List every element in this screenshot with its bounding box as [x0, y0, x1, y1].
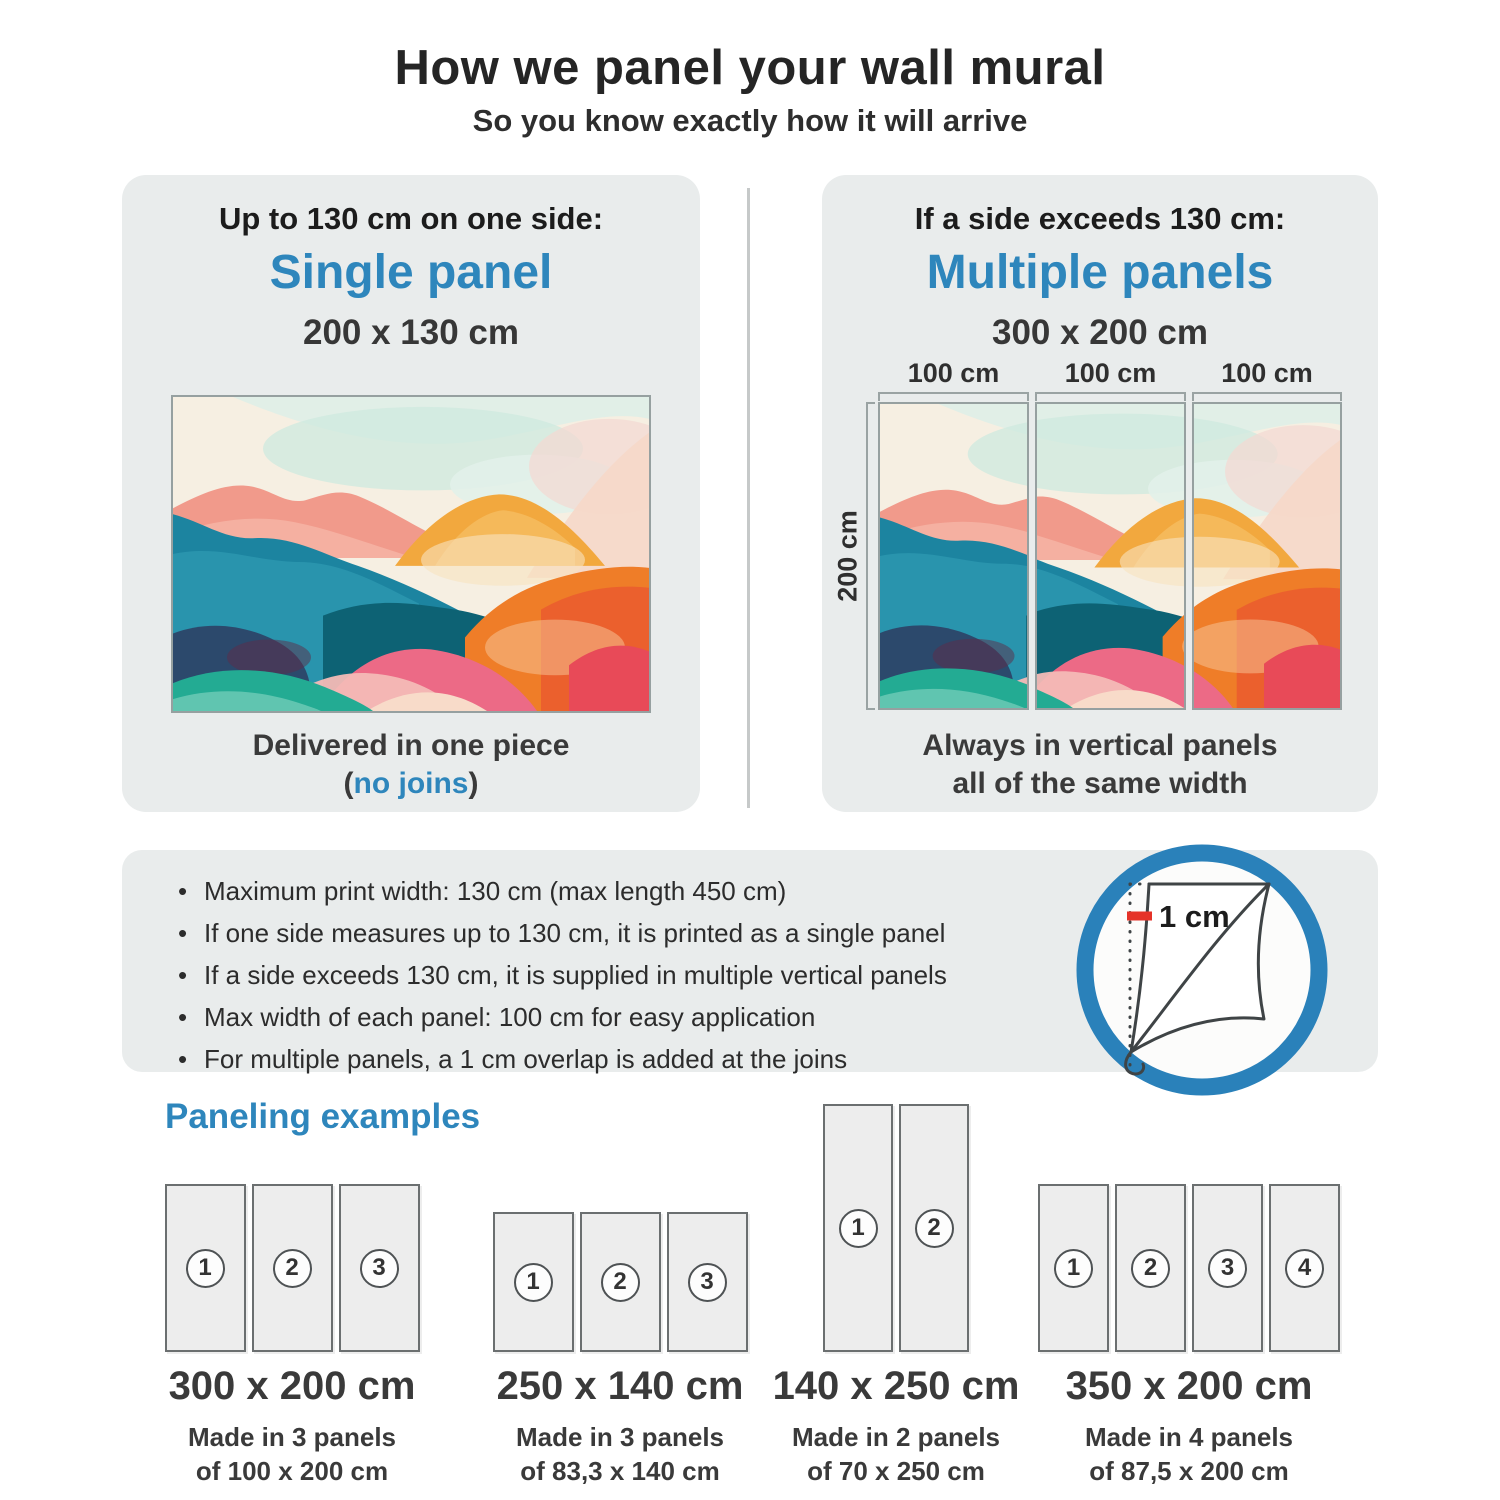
width-label-3: 100 cm — [1221, 358, 1313, 388]
panel-number-badge: 2 — [273, 1249, 312, 1288]
paneling-example-140x250 — [760, 1102, 1032, 1492]
mural-artwork-slice-3 — [1192, 404, 1342, 708]
panel-width-labels — [878, 358, 1342, 389]
rule-item — [178, 960, 947, 1002]
example-panel — [823, 1104, 893, 1352]
bullet-dot-icon: • — [178, 876, 188, 906]
example-size: 300 x 200 cm — [168, 1364, 416, 1408]
example-panel — [1269, 1184, 1340, 1352]
multiple-panels-heading: Multiple panels — [926, 246, 1274, 299]
multiple-panels-caption — [822, 727, 1378, 803]
mural-panel-2 — [1035, 402, 1186, 710]
bullet-dot-icon: • — [178, 1002, 188, 1032]
rule-text: If one side measures up to 130 cm, it is printed as a single panel — [204, 918, 946, 948]
example-panels — [1030, 1102, 1348, 1352]
width-dimension-lines — [878, 392, 1342, 401]
height-dimension-line — [866, 402, 875, 710]
rule-item — [178, 1044, 947, 1086]
width-label-1: 100 cm — [907, 358, 1000, 388]
panel-number-badge: 1 — [839, 1209, 878, 1248]
example-panel — [580, 1212, 661, 1352]
example-panel — [493, 1212, 574, 1352]
page-curl-overlap-icon — [1068, 836, 1336, 1104]
example-panels — [150, 1102, 434, 1352]
paneling-example-350x200 — [1030, 1102, 1348, 1492]
example-panels — [760, 1102, 1032, 1352]
panel-number-badge: 2 — [601, 1263, 640, 1302]
example-desc-line2: of 100 x 200 cm — [195, 1456, 389, 1486]
multiple-panels-card — [822, 175, 1378, 812]
panel-number-badge: 1 — [514, 1263, 553, 1302]
example-panel — [899, 1104, 969, 1352]
single-panel-heading: Single panel — [269, 246, 553, 299]
rule-text: If a side exceeds 130 cm, it is supplied in multiple vertical panels — [204, 960, 947, 990]
page-subtitle: So you know exactly how it will arrive — [472, 103, 1028, 138]
example-panels — [478, 1102, 762, 1352]
single-panel-caption — [122, 727, 700, 803]
rules-bullet-list — [178, 876, 947, 1086]
example-desc-line2: of 70 x 250 cm — [807, 1456, 985, 1486]
no-joins-text: no joins — [353, 767, 469, 800]
overlap-diagram-badge — [1068, 836, 1336, 1104]
multi-caption-line1: Always in vertical panels — [922, 729, 1278, 762]
bullet-dot-icon: • — [178, 918, 188, 948]
example-panel — [252, 1184, 333, 1352]
panel-number-badge: 1 — [1054, 1249, 1093, 1288]
example-panel — [1192, 1184, 1263, 1352]
multi-panel-mural-image — [878, 402, 1342, 710]
single-panel-size: 200 x 130 cm — [302, 313, 519, 352]
panel-number-badge: 3 — [360, 1249, 399, 1288]
panel-number-badge: 3 — [1208, 1249, 1247, 1288]
single-caption-line1: Delivered in one piece — [252, 729, 570, 762]
mural-artwork — [173, 397, 649, 711]
example-description — [1030, 1420, 1348, 1488]
rule-text: For multiple panels, a 1 cm overlap is added at the joins — [204, 1044, 848, 1074]
paneling-example-300x200 — [150, 1102, 434, 1492]
example-desc-line1: Made in 3 panels — [187, 1422, 397, 1452]
multiple-panels-condition: If a side exceeds 130 cm: — [914, 201, 1286, 236]
example-desc-line1: Made in 4 panels — [1084, 1422, 1294, 1452]
example-desc-line2: of 87,5 x 200 cm — [1089, 1456, 1289, 1486]
example-size: 350 x 200 cm — [1065, 1364, 1313, 1408]
example-desc-line1: Made in 2 panels — [791, 1422, 1001, 1452]
single-panel-mural-image — [171, 395, 651, 713]
panel-number-badge: 2 — [915, 1209, 954, 1248]
paneling-examples-title: Paneling examples — [165, 1097, 481, 1136]
example-panel — [339, 1184, 420, 1352]
example-panel — [165, 1184, 246, 1352]
mural-artwork-slice-2 — [1035, 404, 1186, 708]
bullet-dot-icon: • — [178, 960, 188, 990]
single-panel-card — [122, 175, 700, 812]
caption-paren-open: ( — [343, 767, 354, 800]
example-description — [760, 1420, 1032, 1488]
single-panel-condition: Up to 130 cm on one side: — [218, 201, 604, 236]
example-size: 140 x 250 cm — [772, 1364, 1020, 1408]
mural-panel-3 — [1192, 402, 1342, 710]
example-description — [150, 1420, 434, 1488]
rule-text: Max width of each panel: 100 cm for easy application — [204, 1002, 816, 1032]
example-desc-line1: Made in 3 panels — [515, 1422, 725, 1452]
rule-item — [178, 918, 947, 960]
example-panel — [1038, 1184, 1109, 1352]
cards-divider — [747, 188, 750, 808]
example-size: 250 x 140 cm — [496, 1364, 744, 1408]
example-panel — [1115, 1184, 1186, 1352]
multi-caption-line2: all of the same width — [952, 767, 1248, 800]
caption-paren-close: ) — [468, 767, 479, 800]
mural-panel-1 — [878, 402, 1029, 710]
multiple-panels-size: 300 x 200 cm — [991, 313, 1208, 352]
panel-number-badge: 2 — [1131, 1249, 1170, 1288]
panel-number-badge: 1 — [186, 1249, 225, 1288]
example-panel — [667, 1212, 748, 1352]
mural-artwork-slice-1 — [880, 404, 1029, 708]
page-title: How we panel your wall mural — [394, 41, 1106, 95]
bullet-dot-icon: • — [178, 1044, 188, 1074]
overlap-measure-label: 1 cm — [1159, 899, 1230, 934]
width-label-2: 100 cm — [1064, 358, 1157, 388]
paneling-example-250x140 — [478, 1102, 762, 1492]
rule-item — [178, 1002, 947, 1044]
rule-text: Maximum print width: 130 cm (max length 450 cm) — [204, 876, 787, 906]
example-description — [478, 1420, 762, 1488]
panel-number-badge: 4 — [1285, 1249, 1324, 1288]
example-desc-line2: of 83,3 x 140 cm — [520, 1456, 720, 1486]
panel-number-badge: 3 — [688, 1263, 727, 1302]
panel-height-label: 200 cm — [832, 510, 863, 602]
rule-item — [178, 876, 947, 918]
